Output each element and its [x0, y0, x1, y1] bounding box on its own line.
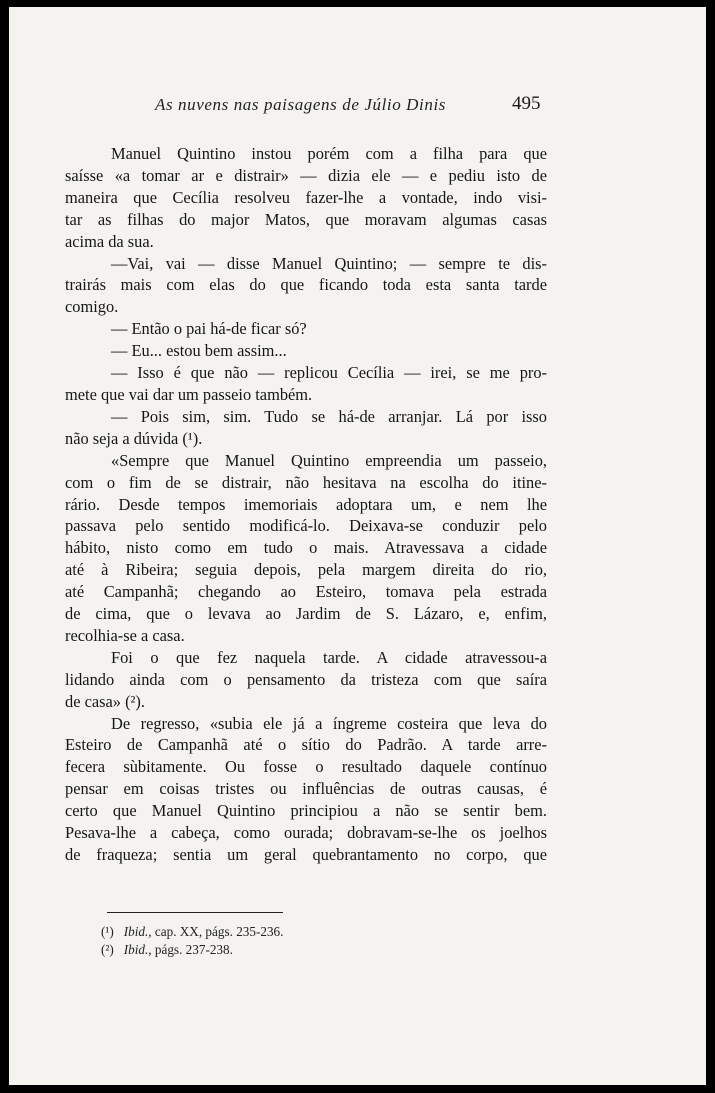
text-line: passava pelo sentido modificá-lo. Deixava-se conduzir pelo [65, 516, 547, 536]
text-line: Foi o que fez naquela tarde. A cidade atravessou-a [111, 647, 547, 667]
text-line: até à Ribeira; seguia depois, pela margem direita do rio, [65, 560, 547, 580]
text-line: não seja a dúvida (¹). [65, 428, 203, 448]
text-line: acima da sua. [65, 231, 154, 251]
text-line: com o fim de se distrair, não hesitava na escolha do itine- [65, 472, 547, 492]
text-line: de fraqueza; sentia um geral quebrantamento no corpo, que [65, 845, 547, 864]
text-line: Pesava-lhe a cabeça, como ourada; dobravam-se-lhe os joelhos [65, 823, 547, 843]
footnote-mark: (¹) [101, 924, 114, 939]
text-line: Esteiro de Campanhã até o sítio do Padrão. A tarde arre- [65, 735, 547, 755]
text-line: saísse «a tomar ar e distrair» — dizia ele — e pediu isto de [65, 165, 547, 185]
footnote-ref: Ibid. [123, 924, 149, 939]
footnote-rule [107, 912, 283, 913]
text-line: certo que Manuel Quintino principiou a não se sentir bem. [65, 801, 547, 821]
text-line: — Eu... estou bem assim... [111, 341, 287, 361]
page-number: 495 [512, 93, 541, 114]
text-line: rário. Desde tempos imemoriais adoptara um, e nem lhe [65, 494, 547, 514]
text-line: de cima, que o levava ao Jardim de S. Lázaro, e, enfim, [65, 604, 547, 624]
text-line: — Então o pai há-de ficar só? [111, 319, 307, 339]
text-line: — Isso é que não — replicou Cecília — irei, se me pro- [111, 363, 547, 383]
text-line: maneira que Cecília resolveu fazer-lhe a vontade, indo visi- [65, 187, 547, 207]
footnote-text: , cap. XX, págs. 235-236. [148, 924, 284, 939]
text-line: — Pois sim, sim. Tudo se há-de arranjar. Lá por isso [111, 406, 547, 426]
text-line: trairás mais com elas do que ficando toda esta santa tarde [65, 275, 547, 295]
text-line: tar as filhas do major Matos, que moravam algumas casas [65, 209, 547, 229]
footnote [101, 941, 401, 959]
book-page [9, 7, 706, 1085]
running-head [9, 95, 706, 121]
text-line: de casa» (²). [65, 691, 145, 711]
text-line: —Vai, vai — disse Manuel Quintino; — sempre te dis- [111, 253, 547, 273]
text-line: mete que vai dar um passeio também. [65, 384, 313, 404]
footnote [101, 923, 401, 941]
footnotes [101, 923, 401, 959]
text-line: De regresso, «subia ele já a íngreme costeira que leva do [111, 713, 547, 733]
text-line: hábito, nisto como em tudo o mais. Atravessava a cidade [65, 538, 547, 558]
text-line: Manuel Quintino instou porém com a filha para que [111, 144, 547, 163]
text-line: fecera sùbitamente. Ou fosse o resultado daquele contínuo [65, 757, 547, 777]
text-line: comigo. [65, 297, 119, 317]
text-line: pensar em coisas tristes ou influências de outras causas, é [65, 779, 547, 799]
body-text [65, 143, 547, 866]
text-line: recolhia-se a casa. [65, 625, 185, 645]
footnote-ref: Ibid. [123, 942, 149, 957]
text-line: lidando ainda com o pensamento da tristeza com que saíra [65, 669, 547, 689]
running-title: As nuvens nas paisagens de Júlio Dinis [155, 95, 446, 114]
footnote-mark: (²) [101, 942, 114, 957]
text-line: «Sempre que Manuel Quintino empreendia um passeio, [111, 450, 547, 470]
footnote-text: , págs. 237-238. [148, 942, 233, 957]
text-line: até Campanhã; chegando ao Esteiro, tomava pela estrada [65, 582, 547, 602]
